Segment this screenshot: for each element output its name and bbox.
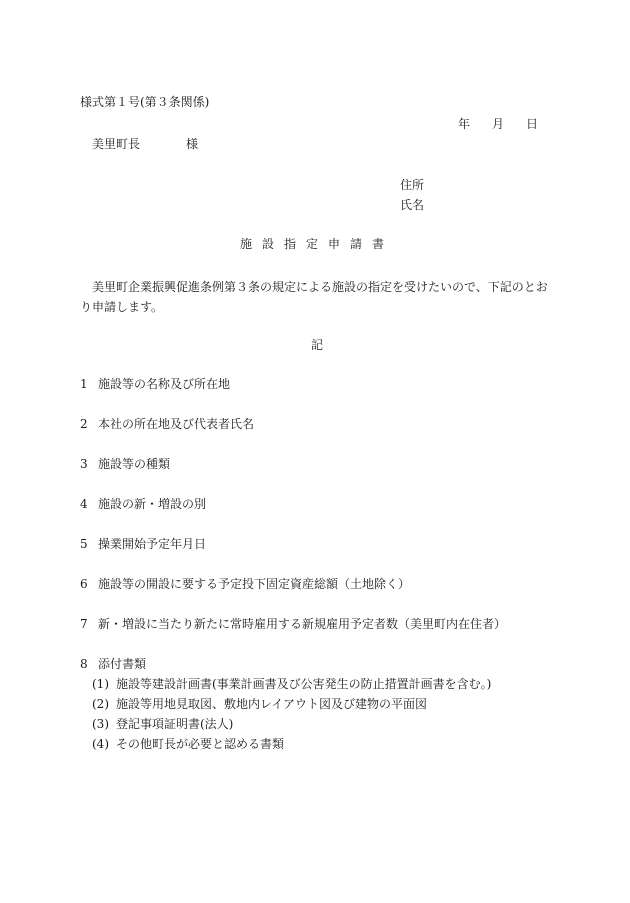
item-number: 2 bbox=[80, 417, 88, 431]
honorific: 様 bbox=[186, 137, 199, 151]
list-item bbox=[80, 538, 206, 550]
list-item bbox=[80, 498, 206, 510]
date-month-label: 月 bbox=[492, 117, 505, 131]
item-number: 4 bbox=[80, 497, 88, 511]
item-number: 1 bbox=[80, 377, 88, 391]
attachment-item bbox=[92, 738, 284, 750]
attachment-item bbox=[92, 678, 491, 690]
item-text: 施設等の種類 bbox=[98, 457, 171, 471]
list-item bbox=[80, 418, 254, 430]
form-number: 様式第１号(第３条関係) bbox=[80, 95, 210, 109]
date-day-label: 日 bbox=[526, 117, 539, 131]
date-line bbox=[458, 118, 538, 130]
list-item bbox=[80, 378, 230, 390]
attachment-number: (1) bbox=[92, 677, 109, 691]
item-text: 操業開始予定年月日 bbox=[98, 537, 207, 551]
addressee: 美里町長 bbox=[92, 137, 141, 151]
item-text: 施設の新・増設の別 bbox=[98, 497, 207, 511]
attachment-text: 施設等建設計画書(事業計画書及び公害発生の防止措置計画書を含む。) bbox=[116, 677, 492, 691]
attachment-item bbox=[92, 718, 233, 730]
item-number: 3 bbox=[80, 457, 88, 471]
ki-heading: 記 bbox=[311, 338, 324, 352]
item-number: 5 bbox=[80, 537, 88, 551]
item-text: 本社の所在地及び代表者氏名 bbox=[98, 417, 255, 431]
attachment-text: 登記事項証明書(法人) bbox=[116, 717, 234, 731]
list-item bbox=[80, 658, 146, 670]
list-item bbox=[80, 458, 170, 470]
application-statement: 美里町企業振興促進条例第３条の規定による施設の指定を受けたいので、下記のとおり申請します。 bbox=[80, 280, 548, 314]
item-text: 新・増設に当たり新たに常時雇用する新規雇用予定者数（美里町内在住者） bbox=[98, 617, 507, 631]
document-title: 施設指定申請書 bbox=[240, 237, 395, 251]
item-number: 8 bbox=[80, 657, 88, 671]
attachment-number: (4) bbox=[92, 737, 109, 751]
applicant-name-label: 氏名 bbox=[400, 198, 425, 212]
item-text: 施設等の開設に要する予定投下固定資産総額（土地除く） bbox=[98, 577, 411, 591]
item-number: 6 bbox=[80, 577, 88, 591]
addressee-line bbox=[92, 138, 198, 150]
attachment-text: 施設等用地見取図、敷地内レイアウト図及び建物の平面図 bbox=[116, 697, 428, 711]
list-item bbox=[80, 618, 506, 630]
attachment-number: (2) bbox=[92, 697, 109, 711]
item-text: 施設等の名称及び所在地 bbox=[98, 377, 231, 391]
item-text: 添付書類 bbox=[98, 657, 147, 671]
attachment-text: その他町長が必要と認める書類 bbox=[116, 737, 285, 751]
attachment-item bbox=[92, 698, 427, 710]
item-number: 7 bbox=[80, 617, 88, 631]
date-year-label: 年 bbox=[458, 117, 471, 131]
applicant-address-label: 住所 bbox=[400, 178, 425, 192]
attachment-number: (3) bbox=[92, 717, 109, 731]
list-item bbox=[80, 578, 410, 590]
